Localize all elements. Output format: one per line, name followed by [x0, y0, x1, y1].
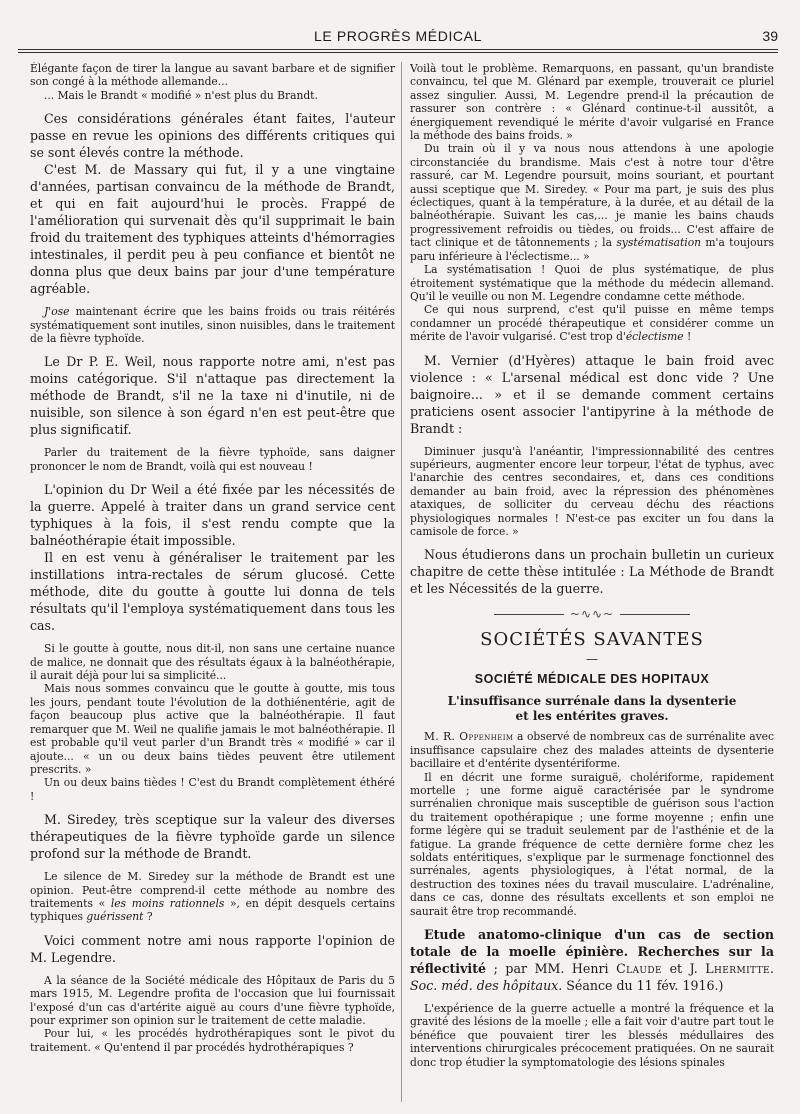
author-name: Claude [616, 961, 662, 977]
paragraph: M. Vernier (d'Hyères) attaque le bain froid avec violence : « L'arsenal médical est donc vide ? Une baignoire... » et il se demande comment certains praticiens osent associer l'antipyrine à la méthode de Brandt : [410, 352, 774, 436]
paragraph: L'expérience de la guerre actuelle a montré la fréquence et la gravité des lésions de la moelle ; elle a fait voir d'autre part tout le bénéfice que pouvaient tirer les blessés médullaires des interventions chirurgicales précocement pratiquées. On ne saurait donc trop étudier la symptomatologie des lésions spinales [410, 1002, 774, 1069]
quote-text: Le silence de M. Siredey sur la méthode de Brandt est une opinion. Peut-être comprend-il cette méthode au nombre des traitements « [30, 870, 395, 910]
quote-paragraph [30, 305, 395, 345]
page-header [18, 28, 778, 48]
quote-paragraph: Mais nous sommes convaincu que le goutte à goutte, mis tous les jours, pendant toute l'évolution de la dothiénentérie, agit de façon beaucoup plus active que la balnéothérapie. Il faut remarquer que M. Weil ne qualifie jamais le mot balnéothérapie. Il est probable qu'il veut parler d'un Brandt très « modifié » car il ajoute... « un ou deux bains tièdes peuvent être utilement prescrits. » [30, 682, 395, 776]
italic-text: les moins rationnels [110, 896, 225, 910]
article-title-line: et les entérites graves. [515, 709, 669, 724]
paragraph: L'opinion du Dr Weil a été fixée par les nécessités de la guerre. Appelé à traiter dans un grand service cent typhiques à la fois, il s'est rendu compte que la balnéothérapie était impossible. [30, 482, 395, 549]
paragraph: Nous étudierons dans un prochain bulletin un curieux chapitre de cette thèse intitulée : La Méthode de Brandt et les Nécessités de la guerre. [410, 547, 774, 597]
column-divider [401, 62, 402, 1102]
paragraph: C'est M. de Massary qui fut, il y a une vingtaine d'années, partisan convaincu de la méthode de Brandt, et qui en fait aujourd'hui le procès. Frappé de l'amélioration qui survenait dès qu'il supprimait le bain froid du traitement des typhiques atteints d'hémorragies intestinales, il perdit peu à peu confiance et bientôt ne donna plus que deux bains par jour d'une température agréable. [30, 162, 395, 297]
paragraph: Le Dr P. E. Weil, nous rapporte notre ami, n'est pas moins catégorique. S'il n'attaque pas directement la méthode de Brandt, s'il ne la taxe ni d'inutile, ni de nuisible, son silence à son égard n'en est peut-être que plus significatif. [30, 354, 395, 438]
paragraph: Élégante façon de tirer la langue au savant barbare et de signifier son congé à la méthode allemande... [30, 62, 395, 89]
author-name: M. R. Oppenheim [424, 730, 514, 744]
page-number: 39 [762, 28, 778, 44]
paragraph: M. Siredey, très sceptique sur la valeur des diverses thérapeutiques de la fièvre typhoïde garde un silence profond sur la méthode de Brandt. [30, 812, 395, 862]
text-run: Du train où il y va nous nous attendons à une apologie circonstanciée du brandisme. Mais c'est à notre tour d'être rassuré, car M. Legendre poursuit, moins souriant, et pourtant aussi sceptique que M. Siredey. « Pour ma part, je suis des plus éclectiques, quant à la température, à la durée, et au détail de la balnéothérapie. Suivant les cas,... je manie les bains chauds progressivement refroidis ou tièdes, ou froids... C'est affaire de tact clinique et de tâtonnements ; la [410, 142, 774, 250]
quote-paragraph: Parler du traitement de la fièvre typhoïde, sans daigner prononcer le nom de Brandt, voilà qui est nouveau ! [30, 446, 395, 473]
paragraph: Voilà tout le problème. Remarquons, en passant, qu'un brandiste convaincu, tel que M. Glénard par exemple, trouverait ce pluriel assez singulier. Aussi, M. Legendre prend-il la précaution de rassurer son contrère : « Glénard continue-t-il aussitôt, a énergiquement revendiqué le mérite d'avoir vulgarisé en France la méthode des bains froids. » [410, 62, 774, 143]
section-dash: — [586, 652, 598, 667]
ornament-line [494, 614, 564, 615]
paragraph: Il en décrit une forme suraiguë, cholériforme, rapidement mortelle ; une forme aiguë caractérisée par le syndrome surrénalien chronique mais susceptible de guérison sous l'action du traitement opothérapique ; une forme moyenne ; enfin une forme légère qui se traduit seulement par de l'asthénie et de la fatigue. La grande fréquence de cette dernière forme chez les soldats entéritiques, s'explique par le surmenage fonctionnel des surrénales, agents physiologiques, à l'état normal, de la destruction des toxines nées du travail musculaire. L'adrénaline, dans ce cas, donne des résultats excellents et son emploi ne saurait être trop recommandé. [410, 770, 774, 918]
quote-paragraph: Un ou deux bains tièdes ! C'est du Brandt complètement éthéré ! [30, 776, 395, 803]
text-run: Séance du 11 fév. 1916.) [562, 978, 724, 994]
quote-paragraph: A la séance de la Société médicale des Hôpitaux de Paris du 5 mars 1915, M. Legendre profita de l'occasion que lui fournissait l'exposé d'un cas d'artérite aiguë au cours d'une fièvre typhoïde, pour exprimer son opinion sur le traitement de cette maladie. [30, 973, 395, 1027]
paragraph: Voici comment notre ami nous rapporte l'opinion de M. Legendre. [30, 932, 395, 965]
quote-text: ? [143, 910, 153, 924]
article-title-bold: Etude anatomo-clinique d'un cas de section totale de la moelle épinière. Recherches sur la réflectivité [410, 927, 774, 977]
section-title: SOCIÉTÉS SAVANTES [480, 629, 704, 651]
quote-text: maintenant écrire que les bains froids ou trais réitérés systématiquement sont inutiles, sinon nuisibles, dans le traitement de la fièvre typhoïde. [30, 305, 395, 346]
italic-text: J'ose [44, 305, 70, 319]
section-ornament [410, 607, 774, 621]
text-run: et J. [662, 961, 706, 977]
italic-text: éclectisme [625, 330, 684, 344]
article-title [410, 694, 774, 724]
paragraph [410, 142, 774, 263]
ornament-glyph: ~∿∿~ [569, 607, 615, 622]
ornament-line [620, 614, 690, 615]
text-run: a observé de nombreux cas de surrénalite avec insuffisance capsulaire chez des malades atteints de dysenterie bacillaire et d'entérite dysentériforme. [410, 730, 774, 771]
left-column [30, 62, 395, 1112]
text-run: m'a toujours paru inférieure à l'éclectisme... » [410, 236, 774, 263]
journal-title: LE PROGRÈS MÉDICAL [314, 28, 482, 44]
quote-paragraph [30, 870, 395, 924]
paragraph: Il en est venu à généraliser le traitement par les instillations intra-rectales de sérum glucosé. Cette méthode, dite du goutte à goutte lui donna de tels résultats qu'il l'employa systématiquement dans tous les cas. [30, 550, 395, 634]
header-rule-top [18, 49, 778, 50]
text-run: ; par MM. Henri [486, 961, 617, 977]
paragraph: ... Mais le Brandt « modifié » n'est plus du Brandt. [44, 88, 318, 102]
italic-text: systématisation [616, 236, 702, 250]
author-name: Lhermitte [705, 961, 770, 977]
paragraph: Ces considérations générales étant faites, l'auteur passe en revue les opinions des différents critiques qui se sont élevés contre la méthode. [30, 111, 395, 161]
right-column [410, 62, 774, 1112]
paragraph: La systématisation ! Quoi de plus systématique, de plus étroitement systématique que la méthode du médecin allemand. Qu'il le veuille ou non M. Legendre condamne cette méthode. [410, 263, 774, 303]
quote-paragraph: Pour lui, « les procédés hydrothérapiques sont le pivot du traitement. « Qu'entend il par procédés hydrothérapiques ? [30, 1027, 395, 1054]
italic-text: guérissent [86, 910, 144, 924]
text-run: . [769, 961, 774, 977]
header-rule-bottom [18, 52, 778, 53]
paragraph [410, 730, 774, 770]
article-title-line: L'insuffisance surrénale dans la dysenterie [447, 694, 737, 709]
paragraph [410, 303, 774, 343]
quote-paragraph: Diminuer jusqu'à l'anéantir, l'impressionnabilité des centres supérieurs, augmenter encore leur torpeur, l'état de typhus, avec l'anarchie des centres secondaires, et, dans ces conditions demander au bain froid, avec la répression des phénomènes ataxiques, de solliciter du cerveau déchu des réactions physiologiques normales ! N'est-ce pas exciter un fou dans la camisole de force. » [410, 444, 774, 538]
italic-text: Soc. méd. des hôpitaux. [410, 978, 563, 994]
text-run: ! [683, 330, 692, 344]
quote-paragraph: Si le goutte à goutte, nous dit-il, non sans une certaine nuance de malice, ne donnait que des résultats égaux à la balnéothérapie, il aurait déjà pour lui sa simplicité... [30, 642, 395, 683]
article-reference [410, 926, 774, 994]
society-title: SOCIÉTÉ MÉDICALE DES HOPITAUX [474, 672, 710, 687]
text-run: Ce qui nous surprend, c'est qu'il puisse en même temps condamner un procédé thérapeutique et considérer comme un mérite de l'avoir vulgarisé. C'est trop d' [410, 303, 774, 344]
quote-text: », en dépit desquels certains typhiques [30, 896, 395, 924]
